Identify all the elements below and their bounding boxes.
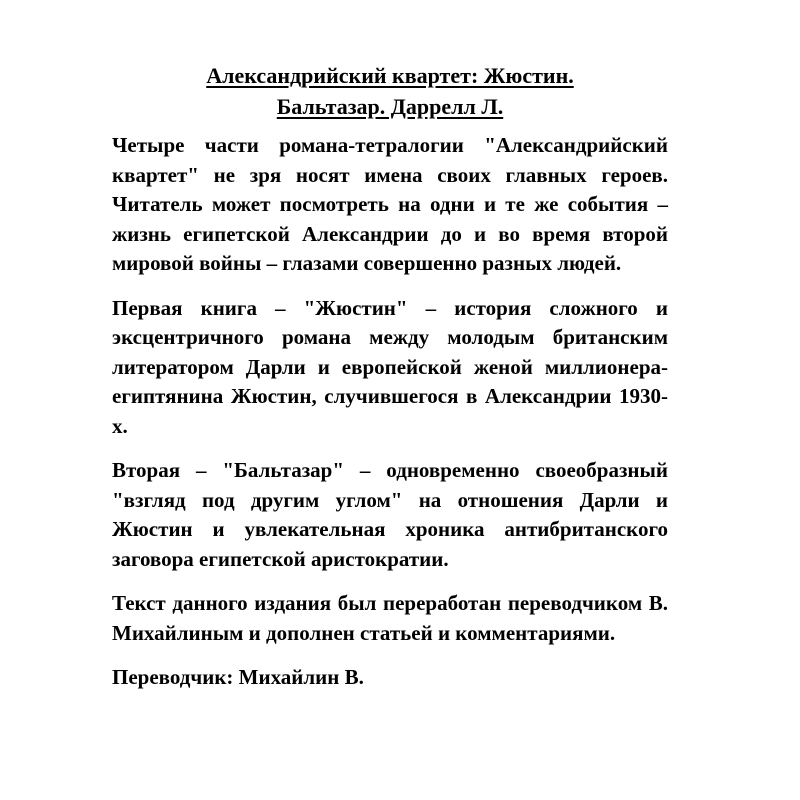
title-line-1: Александрийский квартет: Жюстин. (206, 63, 574, 88)
title-line-2: Бальтазар. Даррелл Л. (276, 94, 504, 119)
document-title (112, 60, 668, 122)
paragraph-balthazar: Вторая – "Бальтазар" – одновременно своеобразный "взгляд под другим углом" на отношения Дарли и Жюстин и увлекательная хроника антибританского заговора египетской аристократии. (112, 458, 668, 571)
document-page (112, 60, 668, 693)
paragraph-intro: Четыре части романа-тетралогии "Александрийский квартет" не зря носят имена своих главных героев. Читатель может посмотреть на одни и те же события – жизнь египетской Александрии до и во время второй мировой войны – глазами совершенно разных людей. (112, 133, 668, 275)
paragraph-edition: Текст данного издания был переработан переводчиком В. Михайлиным и дополнен статьей и комментариями. (112, 591, 668, 645)
translator-credit: Переводчик: Михайлин В. (112, 665, 364, 689)
paragraph-justine: Первая книга – "Жюстин" – история сложного и эксцентричного романа между молодым британским литератором Дарли и европейской женой миллионера-египтянина Жюстин, случившегося в Александрии 1930-х. (112, 295, 668, 438)
